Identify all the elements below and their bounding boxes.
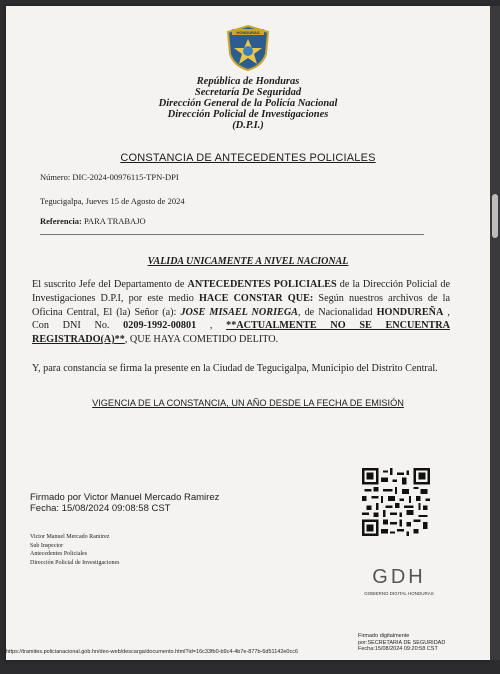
p1-text-2: de la Dirección Policial de Investigaciones D.P.I, por este medio xyxy=(32,279,451,304)
digital-signature-block xyxy=(30,492,219,514)
police-emblem-icon xyxy=(224,24,272,72)
valida-notice: VALIDA UNICAMENTE A NIVEL NACIONAL xyxy=(147,256,349,267)
header-direccion-policial: Dirección Policial de Investigaciones xyxy=(167,109,329,120)
p1-department: ANTECEDENTES POLICIALES xyxy=(187,279,337,290)
reference-label: Referencia: xyxy=(40,216,82,226)
p1-text-5: , Con DNI No. xyxy=(32,306,450,332)
reference xyxy=(40,216,146,226)
p1-text-6: , xyxy=(196,320,227,332)
digital-line-1: Firmado digitalmente xyxy=(358,633,410,639)
header-dpi: (D.P.I.) xyxy=(232,120,264,131)
p1-text-7: , QUE HAYA COMETIDO DELITO. xyxy=(124,334,279,346)
scrollbar-thumb[interactable] xyxy=(492,194,498,238)
p1-text-3: Según nuestros archivos de la Oficina Central, El (la) Señor (a): xyxy=(32,292,450,318)
header-republica: República de Honduras xyxy=(196,76,300,87)
qr-code[interactable] xyxy=(362,468,430,536)
gdh-logo-block xyxy=(354,566,444,596)
document-number: Número: DIC-2024-00976115-TPN-DPI xyxy=(40,172,179,182)
document-url[interactable]: https://tramites.policianacional.gob.hn/deo-web/descarga/documento.html?id=16c33fb0-b9c4-4b7e-877b-6d51142e0cc6 xyxy=(6,649,299,655)
divider xyxy=(40,234,424,235)
document-page xyxy=(6,6,490,660)
digital-line-2: por:SECRETARIA DE SEGURIDAD xyxy=(358,639,446,646)
nationality: HONDUREÑA xyxy=(376,306,444,318)
signed-by: Firmado por Victor Manuel Mercado Ramirez xyxy=(30,492,220,503)
digital-seal-text xyxy=(358,633,445,653)
digital-line-3: Fecha:15/08/2024 09:20:58 CST xyxy=(358,646,438,652)
header-secretaria: Secretaría De Seguridad xyxy=(194,87,302,98)
signed-date: Fecha: 15/08/2024 09:08:58 CST xyxy=(30,503,171,514)
dni-number: 0209-1992-00801 xyxy=(123,320,197,332)
certification-paragraph xyxy=(32,278,450,347)
signer-name: Victor Manuel Mercado Ramirez xyxy=(30,534,110,540)
emblem-label: HONDURAS xyxy=(236,30,260,35)
gdh-subtitle: GOBIERNO DIGITAL HONDURAS xyxy=(364,591,434,596)
signer-details xyxy=(30,533,119,567)
document-title: CONSTANCIA DE ANTECEDENTES POLICIALES xyxy=(120,152,376,164)
person-name: JOSE MISAEL NORIEGA xyxy=(180,306,298,318)
reference-value: PARA TRABAJO xyxy=(83,216,146,226)
p1-text-4: , de Nacionalidad xyxy=(297,306,377,318)
closing-paragraph: Y, para constancia se firma la presente en la Ciudad de Tegucigalpa, Municipio del Distrito Central. xyxy=(32,363,438,374)
p1-hace-constar: HACE CONSTAR QUE: xyxy=(198,292,314,304)
signer-rank: Sub Inspector xyxy=(30,542,64,549)
header-direccion-general: Dirección General de la Policía Nacional xyxy=(158,98,338,109)
status-not-registered: **ACTUALMENTE NO SE ENCUENTRA REGISTRADO(A)** xyxy=(32,320,450,346)
signer-department: Antecedentes Policiales xyxy=(30,551,88,557)
scrollbar[interactable] xyxy=(490,6,500,660)
validity-notice: VIGENCIA DE LA CONSTANCIA, UN AÑO DESDE LA FECHA DE EMISIÓN xyxy=(92,398,404,408)
document-date: Tegucigalpa, Jueves 15 de Agosto de 2024 xyxy=(40,196,185,206)
p1-text-1: El suscrito Jefe del Departamento de xyxy=(32,279,188,290)
gdh-logo: GDH xyxy=(372,566,426,588)
signer-office: Dirección Policial de Investigaciones xyxy=(30,559,120,566)
